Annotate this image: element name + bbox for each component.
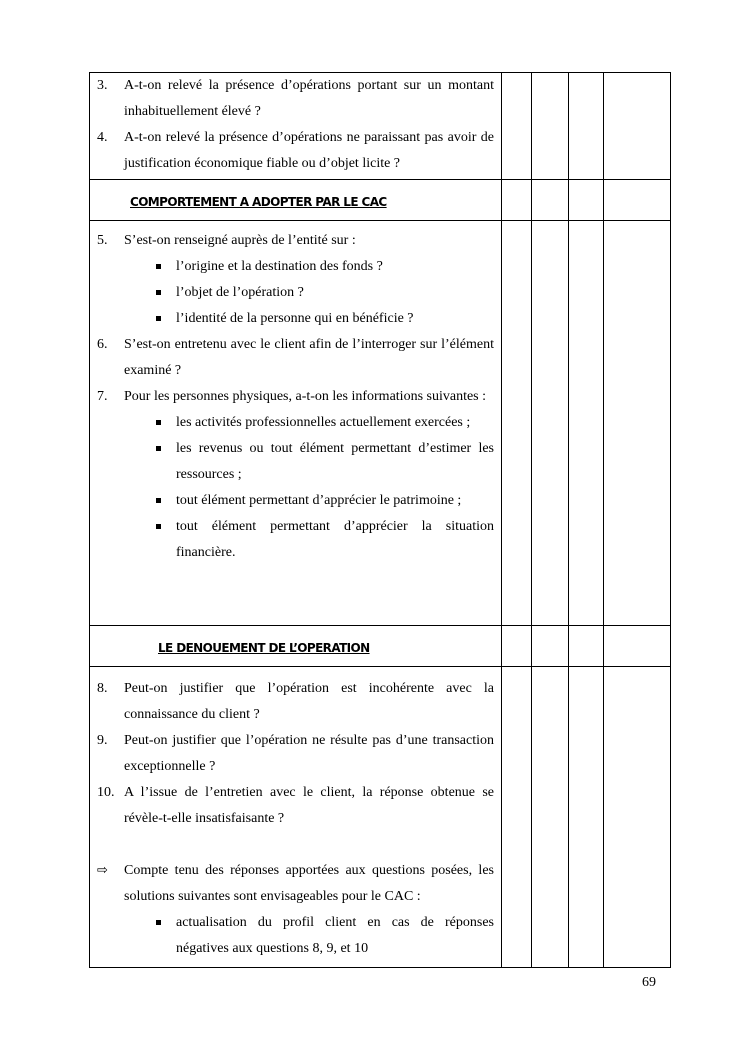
question-item	[97, 73, 494, 125]
answer-cell[interactable]	[569, 180, 604, 221]
question-text: A-t-on relevé la présence d’opérations portant sur un montant inhabituellement élevé ?	[124, 78, 494, 119]
question-number: 3.	[97, 78, 108, 93]
question-cell	[90, 221, 502, 626]
question-number: 5.	[97, 233, 108, 248]
section-title: COMPORTEMENT A ADOPTER PAR LE CAC	[130, 195, 387, 209]
conclusion-text: Compte tenu des réponses apportées aux questions posées, les solutions suivantes sont envisageables pour le CAC :	[124, 863, 494, 904]
question-number: 8.	[97, 681, 108, 696]
section-title: LE DENOUEMENT DE L’OPERATION	[158, 641, 370, 655]
answer-cell[interactable]	[532, 180, 569, 221]
answer-cell[interactable]	[532, 221, 569, 626]
checklist-table	[89, 72, 671, 968]
section-header-cell	[90, 626, 502, 667]
table-row	[90, 667, 671, 968]
comment-cell[interactable]	[604, 221, 671, 626]
question-item	[97, 780, 494, 832]
question-cell	[90, 73, 502, 180]
question-number: 10.	[97, 785, 115, 800]
bullet-text: actualisation du profil client en cas de réponses négatives aux questions 8, 9, et 10	[176, 915, 494, 956]
question-item	[97, 332, 494, 384]
question-text: A-t-on relevé la présence d’opérations ne paraissant pas avoir de justification économique fiable ou d’objet licite ?	[124, 130, 494, 171]
square-bullet-icon	[156, 524, 161, 529]
bullet-item	[97, 910, 494, 962]
comment-cell[interactable]	[604, 73, 671, 180]
answer-cell[interactable]	[569, 221, 604, 626]
square-bullet-icon	[156, 498, 161, 503]
question-number: 9.	[97, 733, 108, 748]
bullet-text: tout élément permettant d’apprécier la situation financière.	[176, 519, 494, 560]
answer-cell[interactable]	[502, 626, 532, 667]
bullet-item	[97, 306, 494, 332]
square-bullet-icon	[156, 316, 161, 321]
question-item	[97, 384, 494, 410]
bullet-item	[97, 280, 494, 306]
answer-cell[interactable]	[532, 626, 569, 667]
bullet-item	[97, 488, 494, 514]
answer-cell[interactable]	[569, 667, 604, 968]
bullet-text: l’identité de la personne qui en bénéficie ?	[176, 311, 414, 326]
section-header-cell	[90, 180, 502, 221]
page-number: 69	[642, 975, 656, 990]
arrow-right-icon: ⇨	[97, 863, 108, 878]
question-text: S’est-on entretenu avec le client afin de l’interroger sur l’élément examiné ?	[124, 337, 494, 378]
answer-cell[interactable]	[569, 626, 604, 667]
question-item	[97, 728, 494, 780]
question-cell	[90, 667, 502, 968]
question-number: 6.	[97, 337, 108, 352]
bullet-text: les revenus ou tout élément permettant d’estimer les ressources ;	[176, 441, 494, 482]
question-text: A l’issue de l’entretien avec le client, la réponse obtenue se révèle-t-elle insatisfaisante ?	[124, 785, 494, 826]
question-item	[97, 125, 494, 177]
bullet-text: les activités professionnelles actuellement exercées ;	[176, 415, 471, 430]
square-bullet-icon	[156, 446, 161, 451]
comment-cell[interactable]	[604, 180, 671, 221]
answer-cell[interactable]	[532, 73, 569, 180]
answer-cell[interactable]	[502, 221, 532, 626]
bullet-text: l’origine et la destination des fonds ?	[176, 259, 383, 274]
question-text: S’est-on renseigné auprès de l’entité sur :	[124, 233, 356, 248]
conclusion-item	[97, 858, 494, 910]
answer-cell[interactable]	[532, 667, 569, 968]
table-row	[90, 73, 671, 180]
spacer	[97, 832, 494, 858]
answer-cell[interactable]	[502, 180, 532, 221]
bullet-text: tout élément permettant d’apprécier le patrimoine ;	[176, 493, 462, 508]
comment-cell[interactable]	[604, 667, 671, 968]
bullet-item	[97, 254, 494, 280]
square-bullet-icon	[156, 920, 161, 925]
square-bullet-icon	[156, 264, 161, 269]
table-row	[90, 221, 671, 626]
bullet-item	[97, 410, 494, 436]
section-row	[90, 180, 671, 221]
bullet-item	[97, 436, 494, 488]
square-bullet-icon	[156, 290, 161, 295]
question-number: 7.	[97, 389, 108, 404]
answer-cell[interactable]	[502, 73, 532, 180]
comment-cell[interactable]	[604, 626, 671, 667]
question-text: Peut-on justifier que l’opération est incohérente avec la connaissance du client ?	[124, 681, 494, 722]
question-item	[97, 228, 494, 254]
section-row	[90, 626, 671, 667]
bullet-item	[97, 514, 494, 566]
question-text: Peut-on justifier que l’opération ne résulte pas d’une transaction exceptionnelle ?	[124, 733, 494, 774]
question-text: Pour les personnes physiques, a-t-on les informations suivantes :	[124, 389, 487, 404]
bullet-text: l’objet de l’opération ?	[176, 285, 304, 300]
square-bullet-icon	[156, 420, 161, 425]
question-number: 4.	[97, 130, 108, 145]
answer-cell[interactable]	[502, 667, 532, 968]
question-item	[97, 676, 494, 728]
answer-cell[interactable]	[569, 73, 604, 180]
